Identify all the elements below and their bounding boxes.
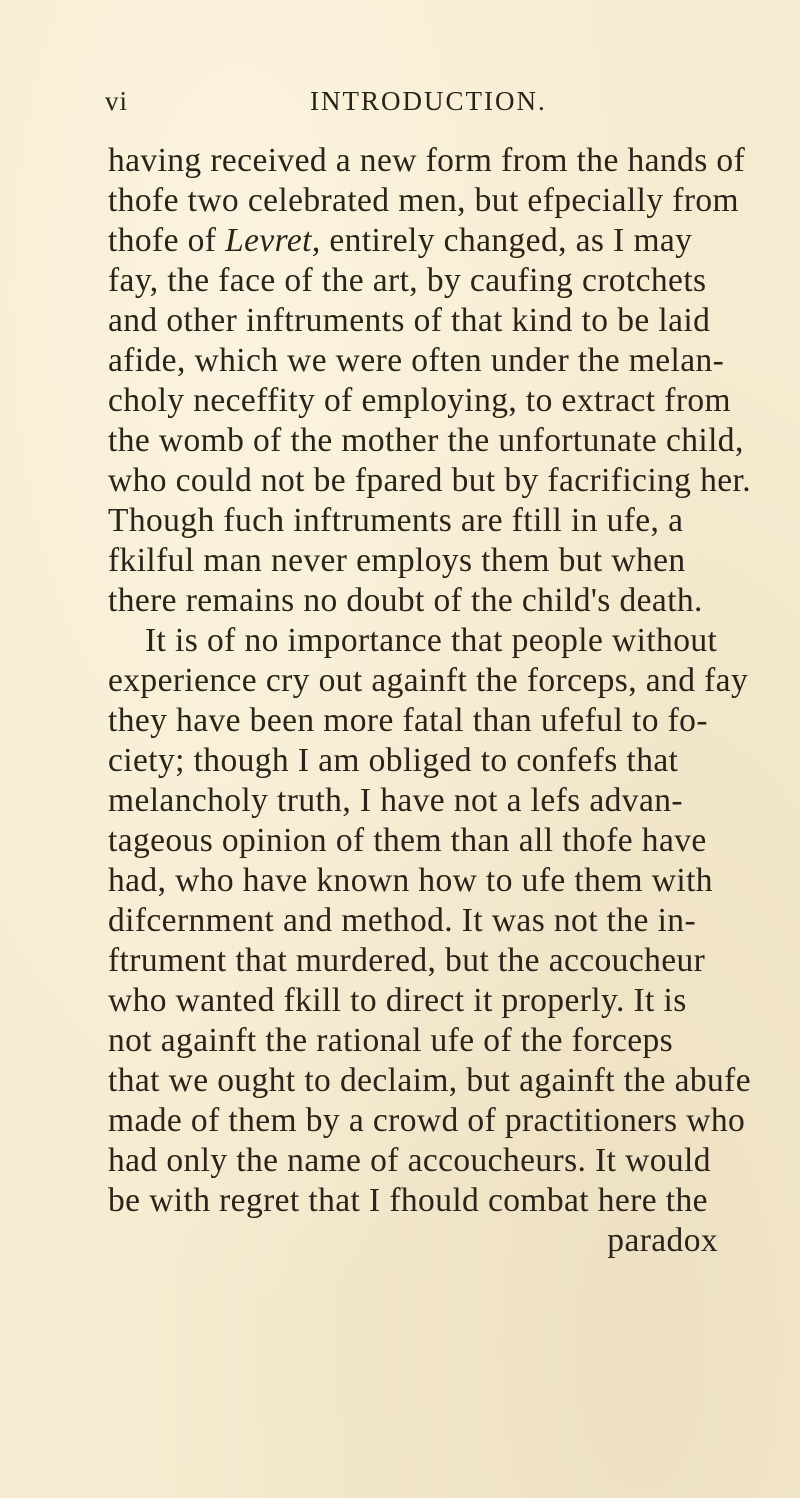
text-line: tageous opinion of them than all thofe have [108, 822, 707, 859]
text-line: It is of no importance that people without [145, 622, 718, 659]
text-line: the womb of the mother the unfortunate child, [108, 422, 744, 459]
text-line: choly neceffity of employing, to extract from [108, 382, 731, 419]
text-line: having received a new form from the hands of [108, 142, 746, 179]
text-line: fay, the face of the art, by caufing crotchets [108, 262, 707, 299]
text-line: difcernment and method. It was not the in- [108, 902, 697, 939]
text-line: who wanted fkill to direct it properly. It is [108, 982, 687, 1019]
text-line: who could not be fpared but by facrificing her. [108, 462, 751, 499]
page-header [105, 86, 665, 126]
running-head: INTRODUCTION. [310, 86, 547, 116]
text-line: thofe two celebrated men, but efpecially from [108, 182, 739, 219]
text-line: made of them by a crowd of practitioners who [108, 1102, 746, 1139]
text-line: Though fuch inftruments are ftill in ufe, a [108, 502, 684, 539]
text-line: and other inftruments of that kind to be laid [108, 302, 711, 339]
text-line: that we ought to declaim, but againft the abufe [108, 1062, 751, 1099]
text-line: ftrument that murdered, but the accoucheur [108, 942, 706, 979]
text-line: experience cry out againft the forceps, and fay [108, 662, 749, 699]
text-line: melancholy truth, I have not a lefs advan- [108, 782, 683, 819]
text-line: ciety; though I am obliged to confefs that [108, 742, 679, 779]
text-line: had only the name of accoucheurs. It would [108, 1142, 711, 1179]
text-line: not againft the rational ufe of the forceps [108, 1022, 674, 1059]
text-line: there remains no doubt of the child's death. [108, 582, 703, 619]
text-line: they have been more fatal than ufeful to fo- [108, 702, 708, 739]
text-line: be with regret that I fhould combat here the [108, 1182, 708, 1219]
page-number: vi [105, 86, 129, 116]
text-line: had, who have known how to ufe them with [108, 862, 713, 899]
text-line: afide, which we were often under the melan- [108, 342, 725, 379]
catchword: paradox [607, 1222, 718, 1259]
text-line: thofe of Levret, entirely changed, as I may [108, 222, 693, 259]
text-line: fkilful man never employs them but when [108, 542, 686, 579]
italic-name: Levret [225, 222, 312, 259]
